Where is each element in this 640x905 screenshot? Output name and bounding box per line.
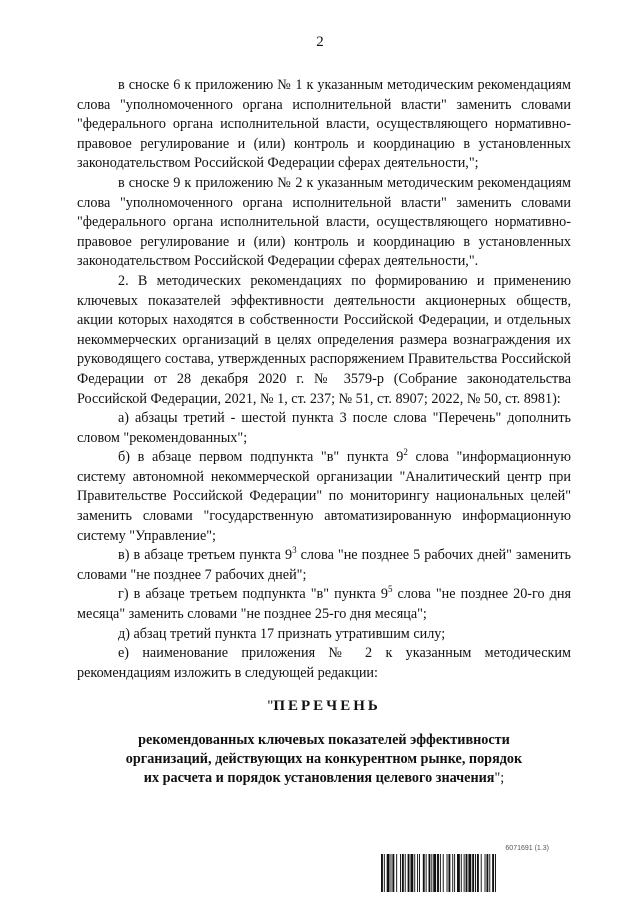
barcode-bar xyxy=(429,854,431,892)
barcode-bar xyxy=(486,854,488,892)
barcode-bar xyxy=(477,854,479,892)
item-b-text-before: б) в абзаце первом подпункта "в" пункта 9 xyxy=(118,449,404,466)
paragraph-item-d: д) абзац третий пункта 17 признать утратившим силу; xyxy=(118,625,446,642)
item-b-superscript: 2 xyxy=(403,447,408,458)
barcode-bar xyxy=(454,854,455,892)
barcode-bar xyxy=(419,854,420,892)
barcode-bar xyxy=(408,854,410,892)
barcode-bar xyxy=(489,854,490,892)
paragraph-item-v xyxy=(77,546,571,585)
barcode-bar xyxy=(431,854,432,892)
list-subtitle xyxy=(77,731,571,788)
barcode-bar xyxy=(472,854,474,892)
barcode-bar xyxy=(443,854,444,892)
barcode-bar xyxy=(387,854,390,892)
barcode-bar xyxy=(437,854,439,892)
list-title xyxy=(77,697,571,717)
barcode-bar xyxy=(414,854,415,892)
barcode-bar xyxy=(475,854,476,892)
barcode-bar xyxy=(452,854,453,892)
barcode-bar xyxy=(410,854,413,892)
barcode-bar xyxy=(464,854,465,892)
title-text: ПЕРЕЧЕНЬ xyxy=(273,698,381,715)
barcode-bar xyxy=(384,854,385,892)
subtitle-closing-quote: "; xyxy=(494,770,505,786)
barcode-bar xyxy=(481,854,482,892)
barcode-bar xyxy=(466,854,468,892)
barcode-bar xyxy=(440,854,441,892)
paragraph-item-g xyxy=(77,585,571,624)
barcode-bar xyxy=(417,854,418,892)
item-v-superscript: 3 xyxy=(292,545,297,556)
barcode-icon xyxy=(381,854,571,892)
paragraph-footnote-9: в сноске 9 к приложению № 2 к указанным методическим рекомендациям слова "уполномоченного органа исполнительной власти" заменить словами "федерального органа исполнительной власти, осуществляющего нормативно-правовое регулирование и (или) контроль и координацию в установленных законодательством Российской Федерации сферах деятельности,". xyxy=(77,174,571,270)
subtitle-line-2: организаций, действующих на конкурентном рынке, порядок xyxy=(125,751,523,767)
barcode-bar xyxy=(447,854,448,892)
barcode-bar xyxy=(485,854,486,892)
item-v-text-after: слова "не позднее 5 рабочих дней" заменить словами "не позднее 7 рабочих дней"; xyxy=(77,547,571,583)
barcode-bar xyxy=(391,854,392,892)
item-g-text-before: г) в абзаце третьем подпункта "в" пункта 9 xyxy=(118,586,388,603)
barcode-bar xyxy=(448,854,450,892)
item-b-text-after: слова "информационную систему автономной некоммерческой организации "Аналитический центр при Правительстве Российской Федерации" по мониторингу национальных целей" заменить словами "государственную автоматизированную информационную систему "Управление"; xyxy=(77,449,571,544)
subtitle-line-1: рекомендованных ключевых показателей эффективности xyxy=(138,732,510,748)
item-v-text-before: в) в абзаце третьем пункта 9 xyxy=(118,547,293,564)
page-number: 2 xyxy=(316,34,324,50)
barcode-bar xyxy=(426,854,427,892)
barcode-bar xyxy=(402,854,404,892)
subtitle-line-3: их расчета и порядок установления целевого значения xyxy=(143,770,495,786)
item-g-superscript: 5 xyxy=(387,584,393,595)
paragraph-item-e: е) наименование приложения № 2 к указанным методическим рекомендациям изложить в следующей редакции: xyxy=(77,645,571,681)
barcode-bar xyxy=(492,854,494,892)
barcode-bar xyxy=(400,854,401,892)
title-open-quote: " xyxy=(267,698,274,715)
paragraph-item-a: а) абзацы третий - шестой пункта 3 после слова "Перечень" дополнить словом "рекомендованных"; xyxy=(77,410,571,446)
barcode-bar xyxy=(457,854,460,892)
barcode-bar xyxy=(381,854,383,892)
barcode-bar xyxy=(495,854,496,892)
barcode-caption: 6071691 (1.3) xyxy=(505,845,549,852)
barcode-bar xyxy=(396,854,397,892)
item-g-text-after: слова "не позднее 20-го дня месяца" заменить словами "не позднее 25-го дня месяца"; xyxy=(77,586,571,623)
document-barcode xyxy=(381,845,571,892)
paragraph-section-2: 2. В методических рекомендациях по формированию и применению ключевых показателей эффективности деятельности акционерных обществ, акции которых находятся в собственности Российской Федерации, и отдельных некоммерческих организаций в целях определения размера вознаграждения их руководящего состава, утвержденных распоряжением Правительства Российской Федерации от 28 декабря 2020 г. № 3579-р (Собрание законодательства Российской Федерации, 2021, № 1, ст. 237; № 51, ст. 8907; 2022, № 50, ст. 8981): xyxy=(77,272,571,407)
barcode-bar xyxy=(423,854,425,892)
barcode-bar xyxy=(392,854,394,892)
barcode-bar xyxy=(405,854,406,892)
barcode-bar xyxy=(433,854,436,892)
barcode-bar xyxy=(461,854,462,892)
paragraph-item-b xyxy=(77,448,571,546)
paragraph-footnote-6: в сноске 6 к приложению № 1 к указанным методическим рекомендациям слова "уполномоченного органа исполнительной власти" заменить словами "федерального органа исполнительной власти, осуществляющего нормативно-правовое регулирование и (или) контроль и координацию в установленных законодательством Российской Федерации сферах деятельности,"; xyxy=(77,77,571,172)
document-body xyxy=(77,76,571,788)
barcode-bar xyxy=(468,854,471,892)
